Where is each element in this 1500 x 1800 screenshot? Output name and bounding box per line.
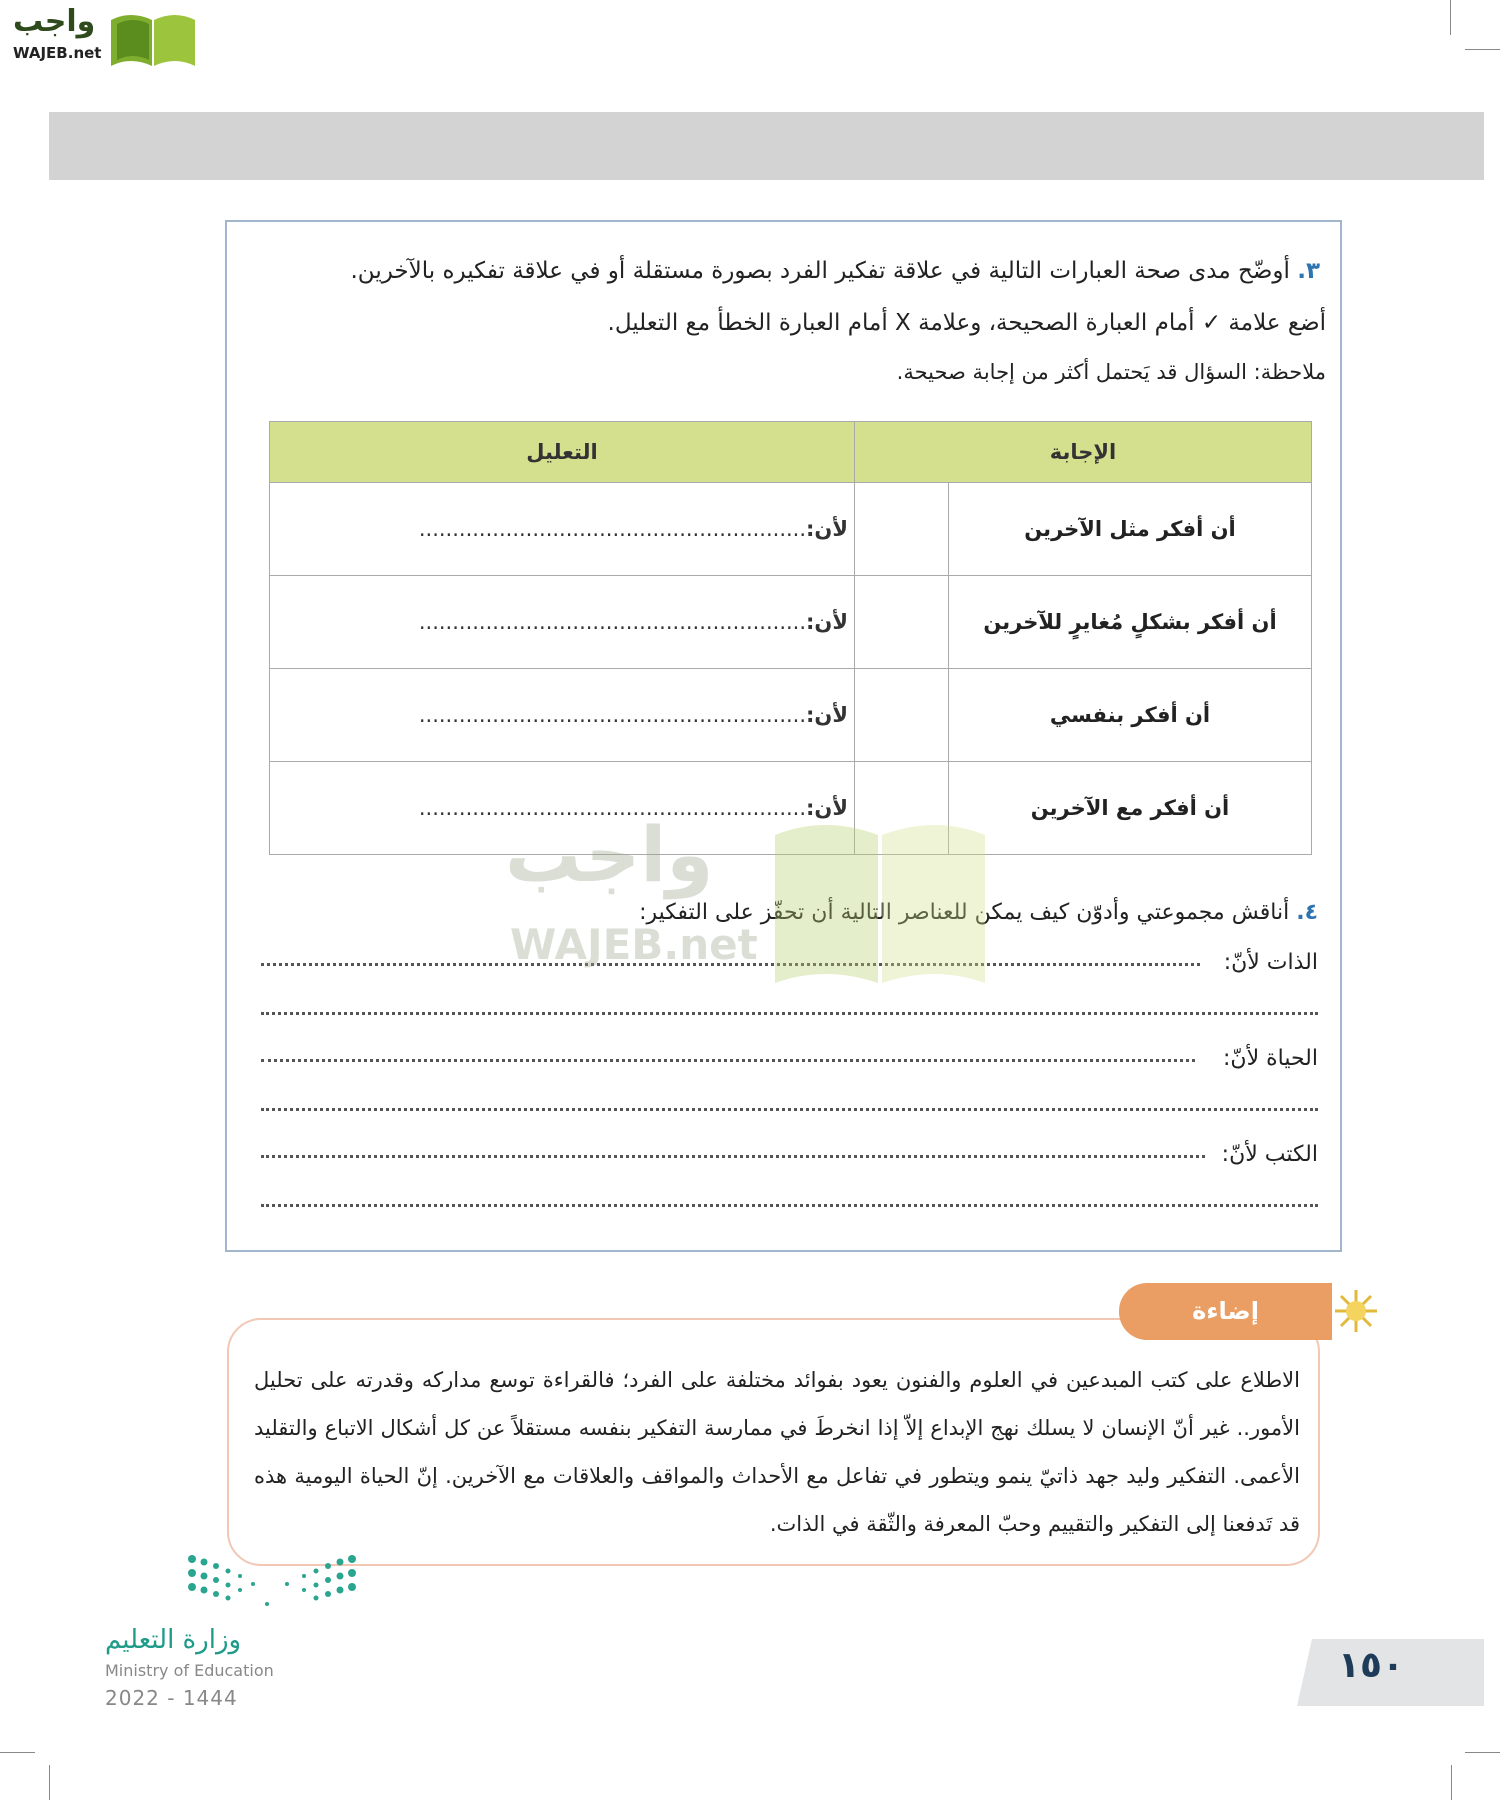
header-band: [49, 112, 1484, 180]
reason-dots: ..........................................................: [418, 517, 807, 541]
sun-icon: [1333, 1288, 1379, 1334]
crop-mark: [49, 1765, 50, 1800]
crop-mark: [1450, 0, 1451, 35]
answer-mark-cell[interactable]: [855, 762, 949, 855]
ministry-logo-dots-icon: [187, 1554, 357, 1610]
answer-line[interactable]: [261, 1154, 1205, 1158]
watermark-arabic: واجب: [505, 810, 714, 899]
crop-mark: [0, 1752, 35, 1753]
question-instruction: أضع علامة ✓ أمام العبارة الصحيحة، وعلامة X أمام العبارة الخطأ مع التعليل.: [607, 310, 1326, 336]
table-row: [270, 762, 1312, 855]
answer-mark-cell[interactable]: [855, 483, 949, 576]
table-row: [270, 669, 1312, 762]
item-label-self: الذات لأنّ:: [1223, 950, 1318, 975]
answer-line[interactable]: [261, 1107, 1318, 1111]
logo-latin: WAJEB.net: [13, 44, 102, 62]
table-row: [270, 483, 1312, 576]
answer-table: [269, 421, 1312, 855]
reason-cell[interactable]: [270, 669, 855, 762]
statement-cell: أن أفكر مثل الآخرين: [949, 483, 1312, 576]
item-label-books: الكتب لأنّ:: [1221, 1142, 1318, 1167]
reason-cell[interactable]: [270, 762, 855, 855]
crop-mark: [1465, 1752, 1500, 1753]
reason-prefix: لأن:: [806, 517, 848, 541]
reason-cell[interactable]: [270, 483, 855, 576]
question-note: ملاحظة: السؤال قد يَحتمل أكثر من إجابة صحيحة.: [896, 360, 1326, 384]
answer-mark-cell[interactable]: [855, 669, 949, 762]
statement-cell: أن أفكر بنفسي: [949, 669, 1312, 762]
edition-year: 2022 - 1444: [105, 1686, 238, 1710]
ministry-name-arabic: وزارة التعليم: [105, 1625, 242, 1655]
exercise-box: [225, 220, 1342, 1252]
table-row: [270, 576, 1312, 669]
reason-cell[interactable]: [270, 576, 855, 669]
question-text: أناقش مجموعتي وأدوّن كيف يمكن للعناصر التالية أن تحفّز على التفكير:: [639, 900, 1290, 925]
answer-mark-cell[interactable]: [855, 576, 949, 669]
wajeb-logo: [11, 6, 191, 68]
statement-cell: أن أفكر بشكلٍ مُغايرٍ للآخرين: [949, 576, 1312, 669]
answer-line[interactable]: [261, 962, 1200, 966]
ministry-name-english: Ministry of Education: [105, 1661, 274, 1680]
answer-line[interactable]: [261, 1058, 1195, 1062]
logo-arabic: واجب: [13, 4, 96, 39]
reason-dots: ..........................................................: [418, 703, 807, 727]
question-number: ٣.: [1297, 258, 1320, 284]
insight-box: [227, 1318, 1320, 1566]
page-number: ١٥٠: [1338, 1645, 1404, 1686]
reason-prefix: لأن:: [806, 703, 848, 727]
header-reason: التعليل: [270, 422, 855, 483]
answer-line[interactable]: [261, 1203, 1318, 1207]
reason-prefix: لأن:: [806, 796, 848, 820]
question-number: ٤.: [1296, 900, 1318, 925]
crop-mark: [1465, 49, 1500, 50]
header-answer: الإجابة: [855, 422, 1312, 483]
insight-title-tab: إضاءة: [1119, 1283, 1332, 1340]
question-text: أوضّح مدى صحة العبارات التالية في علاقة تفكير الفرد بصورة مستقلة أو في علاقة تفكيره بالآخرين.: [350, 258, 1290, 284]
reason-dots: ..........................................................: [418, 610, 807, 634]
book-icon: [107, 10, 199, 68]
reason-prefix: لأن:: [806, 610, 848, 634]
statement-cell: أن أفكر مع الآخرين: [949, 762, 1312, 855]
watermark-latin: WAJEB.net: [510, 920, 758, 969]
item-label-life: الحياة لأنّ:: [1223, 1046, 1318, 1071]
question-3: [351, 258, 1321, 284]
table-header-row: [270, 422, 1312, 483]
answer-line[interactable]: [261, 1011, 1318, 1015]
reason-dots: ..........................................................: [418, 796, 807, 820]
question-4: [639, 900, 1318, 925]
crop-mark: [1451, 1765, 1452, 1800]
insight-body: الاطلاع على كتب المبدعين في العلوم والفنون يعود بفوائد مختلفة على الفرد؛ فالقراءة توسع مداركه وقدرته على تحليل الأمور.. غير أنّ الإنسان لا يسلك نهج الإبداع إلاّ إذا انخرطَ في ممارسة التفكير بنفسه مستقلاً عن كل أشكال الاتباع والتقليد الأعمى. التفكير وليد جهد ذاتيّ ينمو ويتطور في تفاعل مع الأحداث والمواقف والعلاقات مع الآخرين. إنّ الحياة اليومية هذه قد تَدفعنا إلى التفكير والتقييم وحبّ المعرفة والثّقة في الذات.: [254, 1368, 1300, 1536]
